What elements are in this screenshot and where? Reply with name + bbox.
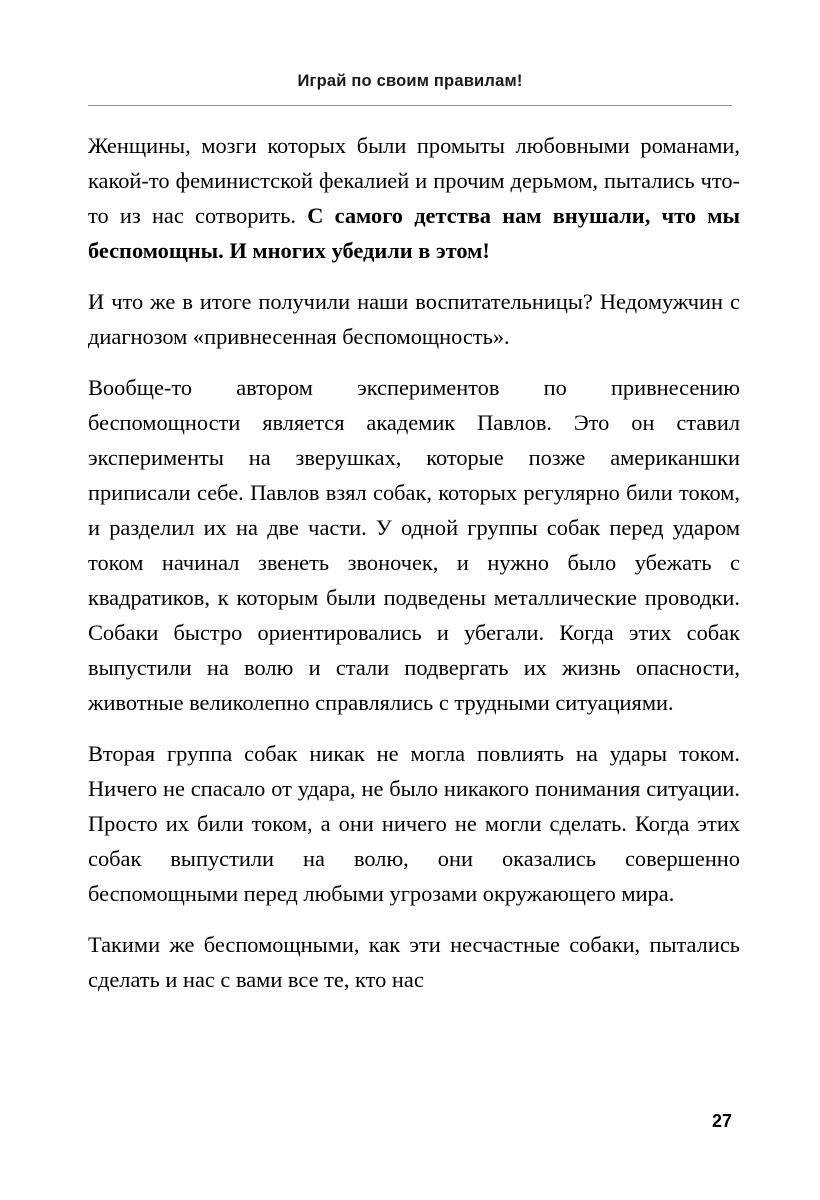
- paragraph-5: [88, 927, 740, 997]
- paragraph-4: [88, 736, 740, 911]
- paragraph-2-text: И что же в итоге получили наши воспитательницы? Недомужчин с диагнозом «привнесенная беспомощность».: [88, 289, 740, 349]
- page-number: 27: [711, 1111, 732, 1131]
- paragraph-1-emphasis: С самого детства нам внушали, что мы беспомощны. И многих убедили в этом!: [88, 203, 740, 263]
- paragraph-3-text: Вообще-то автором экспериментов по привнесению беспомощности является академик Павлов. Это он ставил эксперименты на зверушках, которые позже американшки приписали себе. Павлов взял собак, которых регулярно били током, и разделил их на две части. У одной группы собак перед ударом током начинал звенеть звоночек, и нужно было убежать с квадратиков, к которым были подведены металлические проводки. Собаки быстро ориентировались и убегали. Когда этих собак выпустили на волю и стали подвергать их жизнь опасности, животные великолепно справлялись с трудными ситуациями.: [88, 375, 740, 715]
- paragraph-4-text: Вторая группа собак никак не могла повлиять на удары током. Ничего не спасало от удара, не было никакого понимания ситуации. Просто их били током, а они ничего не могли сделать. Когда этих собак выпустили на волю, они оказались совершенно беспомощными перед любыми угрозами окружающего мира.: [88, 741, 740, 906]
- header-divider: [88, 105, 732, 106]
- running-head-title: Играй по своим правилам!: [297, 72, 523, 90]
- paragraph-1-text: Женщины, мозги которых были промыты любовными романами, какой-то феминистской фекалией и прочим дерьмом, пытались что-то из нас сотворить.: [88, 133, 740, 228]
- paragraph-3: [88, 370, 740, 720]
- page-body: [88, 128, 740, 997]
- paragraph-1: [88, 128, 740, 268]
- paragraph-2: [88, 284, 740, 354]
- paragraph-5-text: Такими же беспомощными, как эти несчастные собаки, пытались сделать и нас с вами все те, кто нас: [88, 932, 740, 992]
